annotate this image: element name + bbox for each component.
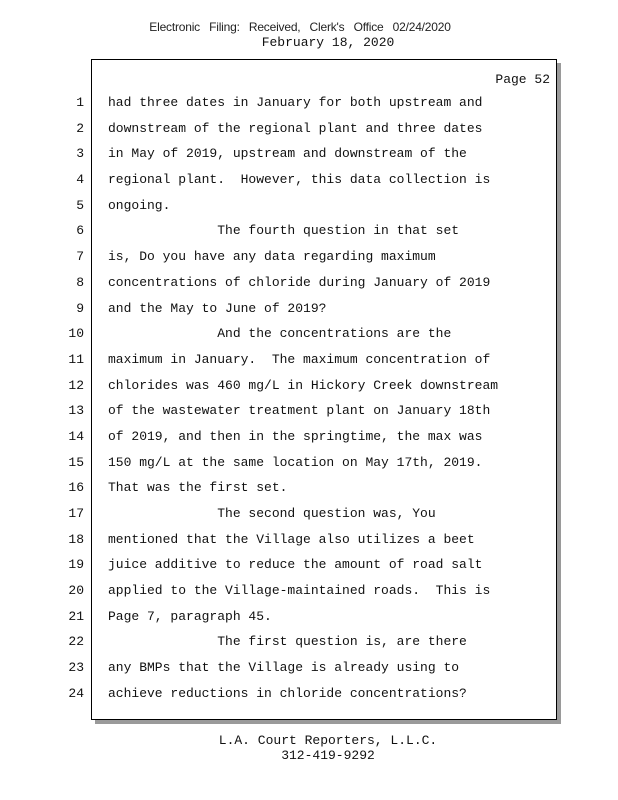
line-number: 17: [68, 506, 84, 521]
line-number: 2: [76, 120, 84, 136]
transcript-line: and the May to June of 2019?: [108, 300, 327, 316]
reporter-phone: 312-419-9292: [281, 748, 375, 763]
header-date: February 18, 2020: [261, 35, 395, 50]
transcript-line: ongoing.: [108, 197, 171, 213]
transcript-line: in May of 2019, upstream and downstream of the: [108, 146, 467, 162]
line-number: 9: [76, 300, 84, 316]
transcript-line: The second question was, You: [108, 506, 436, 521]
line-number: 16: [68, 480, 84, 496]
filing-stamp: Electronic Filing: Received, Clerk's Office 02/24/2020: [149, 20, 451, 34]
transcript-line: The fourth question in that set: [108, 223, 460, 239]
line-number: 10: [68, 326, 84, 342]
transcript-line: downstream of the regional plant and three dates: [108, 120, 483, 136]
line-number: 7: [76, 249, 84, 265]
line-number: 6: [76, 223, 84, 239]
line-number: 21: [68, 608, 84, 624]
line-number: 14: [68, 428, 84, 444]
footer: [0, 733, 618, 763]
reporter-company: L.A. Court Reporters, L.L.C.: [218, 733, 438, 748]
line-number: 12: [68, 377, 84, 393]
transcript-line: had three dates in January for both upstream and: [108, 95, 483, 110]
line-number: 4: [76, 172, 84, 188]
transcript-line: of the wastewater treatment plant on January 18th: [108, 403, 491, 419]
transcript-line: And the concentrations are the: [108, 326, 452, 342]
transcript-line: The first question is, are there: [108, 634, 467, 650]
line-number: 5: [76, 197, 84, 213]
transcript-line: chlorides was 460 mg/L in Hickory Creek downstream: [108, 377, 499, 393]
line-number-column: [60, 90, 84, 707]
page-number: Page 52: [495, 72, 550, 87]
transcript-line: concentrations of chloride during January of 2019: [108, 274, 491, 290]
transcript-line: 150 mg/L at the same location on May 17th, 2019.: [108, 454, 483, 470]
line-number: 22: [68, 634, 84, 650]
transcript-line: is, Do you have any data regarding maximum: [108, 249, 436, 265]
transcript-line: juice additive to reduce the amount of road salt: [108, 557, 483, 573]
line-number: 8: [76, 274, 84, 290]
line-number: 1: [76, 95, 84, 110]
transcript-line: of 2019, and then in the springtime, the max was: [108, 428, 483, 444]
transcript-line: mentioned that the Village also utilizes a beet: [108, 531, 475, 547]
transcript-line: applied to the Village-maintained roads. This is: [108, 583, 491, 599]
transcript-line: achieve reductions in chloride concentrations?: [108, 685, 467, 701]
line-number: 20: [68, 583, 84, 599]
line-number: 19: [68, 557, 84, 573]
transcript-text: [108, 90, 548, 707]
line-number: 18: [68, 531, 84, 547]
transcript-line: any BMPs that the Village is already using to: [108, 660, 460, 676]
line-number: 11: [68, 351, 84, 367]
line-number: 13: [68, 403, 84, 419]
transcript-line: maximum in January. The maximum concentration of: [108, 351, 491, 367]
line-number: 24: [68, 685, 84, 701]
line-number: 3: [76, 146, 84, 162]
transcript-line: regional plant. However, this data collection is: [108, 172, 491, 188]
line-number: 23: [68, 660, 84, 676]
transcript-line: Page 7, paragraph 45.: [108, 608, 272, 624]
line-number: 15: [68, 454, 84, 470]
transcript-line: That was the first set.: [108, 480, 288, 496]
